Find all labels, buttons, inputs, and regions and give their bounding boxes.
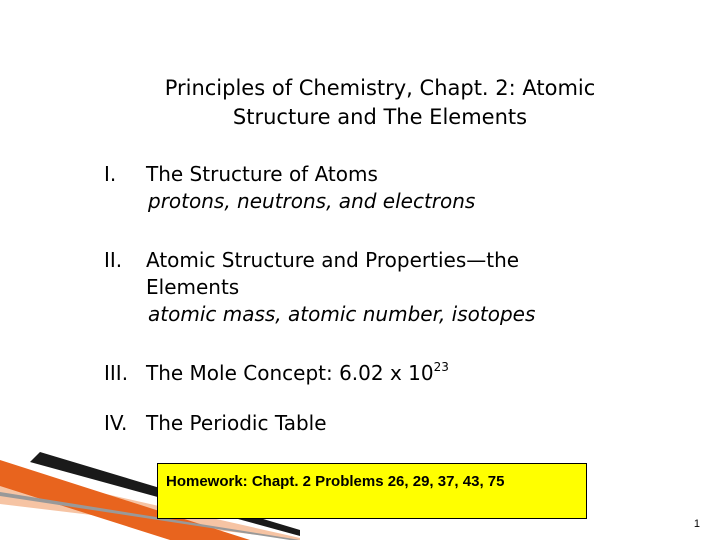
title-line-2: Structure and The Elements bbox=[232, 105, 528, 129]
homework-box bbox=[157, 463, 587, 519]
homework-text: Homework: Chapt. 2 Problems 26, 29, 37, 43, 75 bbox=[166, 473, 505, 490]
slide-number: 1 bbox=[693, 518, 700, 530]
outline-item-3 bbox=[104, 360, 644, 387]
outline-detail: atomic mass, atomic number, isotopes bbox=[148, 302, 536, 326]
outline-item-2 bbox=[104, 247, 644, 328]
outline-item-4 bbox=[104, 410, 644, 437]
outline-numeral: I. bbox=[104, 162, 117, 186]
outline-heading: Atomic Structure and Properties—the bbox=[146, 248, 520, 272]
outline-item-1 bbox=[104, 161, 644, 215]
outline-numeral: IV. bbox=[104, 411, 128, 435]
title-line-1: Principles of Chemistry, Chapt. 2: Atomic bbox=[164, 76, 596, 100]
outline-heading: The Mole Concept: 6.02 x 10 bbox=[146, 361, 434, 385]
outline-heading: The Periodic Table bbox=[146, 411, 327, 435]
slide-title bbox=[80, 74, 680, 132]
outline-heading-continued: Elements bbox=[146, 275, 240, 299]
outline-numeral: II. bbox=[104, 248, 123, 272]
outline-exponent: 23 bbox=[433, 360, 449, 374]
outline-heading: The Structure of Atoms bbox=[146, 162, 378, 186]
outline-detail: protons, neutrons, and electrons bbox=[148, 189, 476, 213]
outline-numeral: III. bbox=[104, 361, 129, 385]
